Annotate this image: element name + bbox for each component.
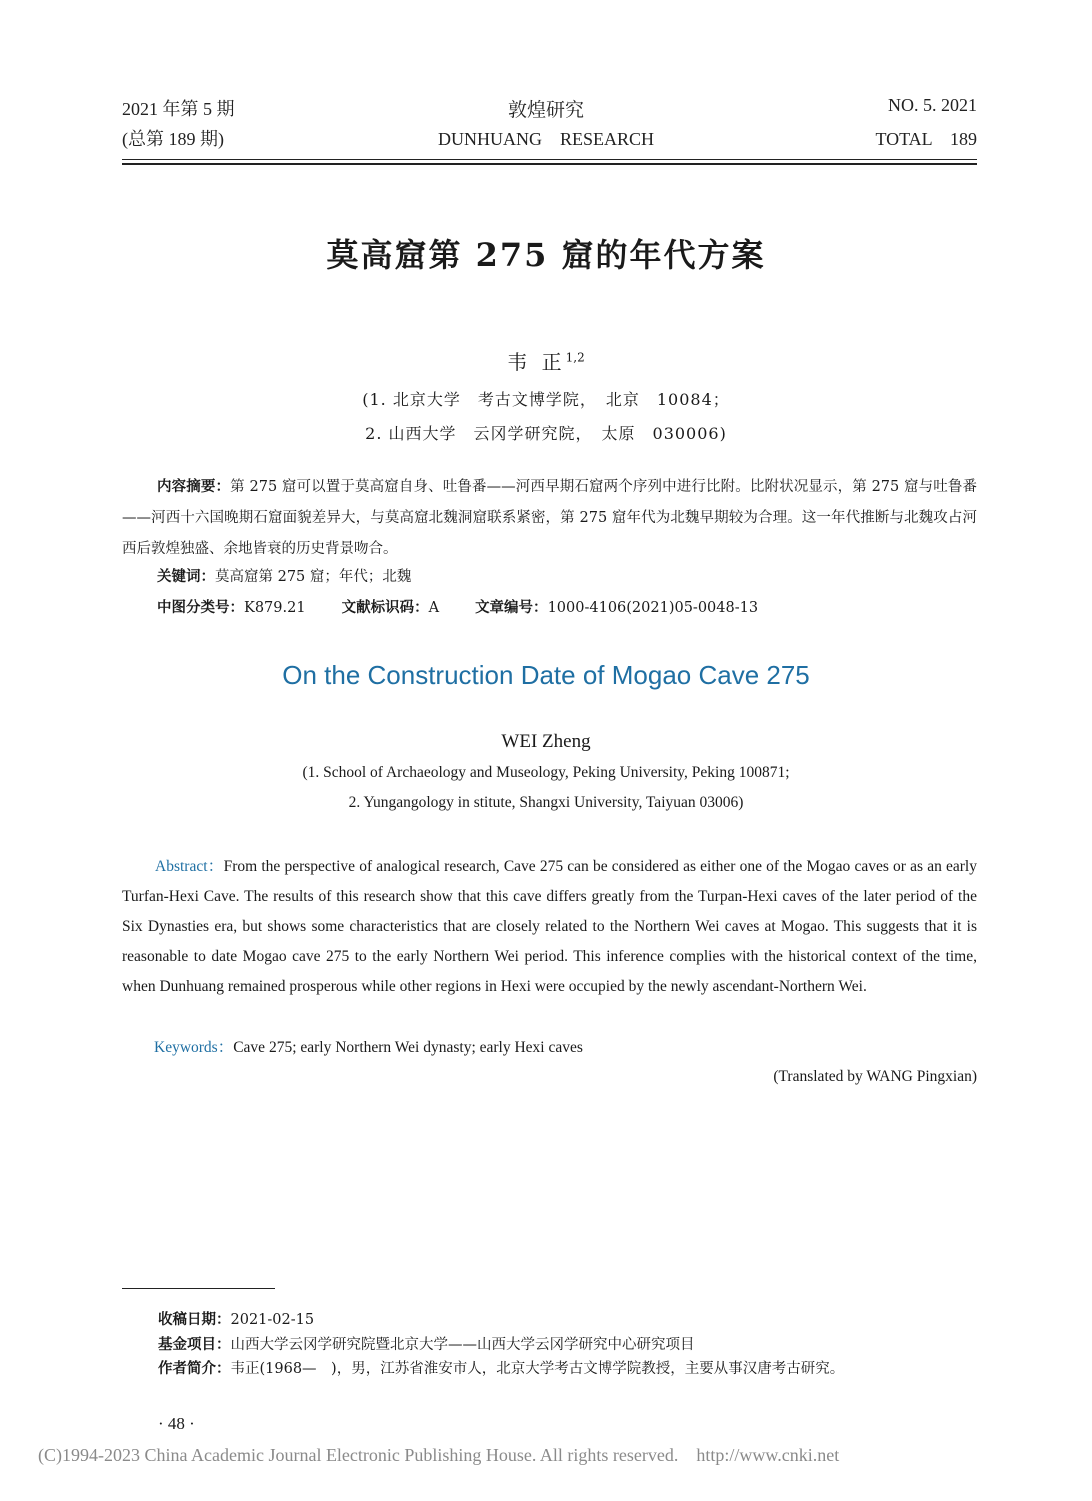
footnote-rule	[122, 1288, 275, 1289]
affiliation-en-2: 2. Yungangology in stitute, Shangxi University, Taiyuan 03006)	[348, 794, 744, 811]
page-number: · 48 ·	[158, 1414, 195, 1433]
footnote-fund	[158, 1333, 695, 1354]
footnote-bio	[158, 1357, 844, 1378]
journal-name-en: DUNHUANG RESEARCH	[437, 129, 654, 149]
issue-number-en: NO. 5. 2021	[888, 95, 977, 115]
article-number-label: 文章编号：	[475, 600, 548, 616]
abstract-cn-label: 内容摘要：	[157, 479, 231, 495]
issue-number: 2021 年第 5 期	[122, 99, 235, 119]
abstract-cn-text: 第 275 窟可以置于莫高窟自身、吐鲁番——河西早期石窟两个序列中进行比附。比附状况显示，第 275 窟与吐鲁番——河西十六国晚期石窟面貌差异大，与莫高窟北魏洞窟联系紧密，第 275 窟年代为北魏早期较为合理。这一年代推断与北魏攻占河西后敦煌独盛、余地皆衰的历史背景吻合。	[122, 479, 977, 557]
author-en: WEI Zheng	[501, 731, 591, 752]
doc-code-value: A	[428, 600, 440, 616]
affiliation-en-1: (1. School of Archaeology and Museology, Peking University, Peking 100871;	[302, 764, 790, 781]
abstract-en-label: Abstract：	[155, 858, 224, 875]
article-title-en: On the Construction Date of Mogao Cave 275	[282, 660, 810, 690]
header-rule-thick	[122, 163, 977, 165]
keywords-en-text: Cave 275; early Northern Wei dynasty; early Hexi caves	[233, 1039, 583, 1056]
issue-total: (总第 189 期)	[122, 129, 224, 149]
abstract-en-text: From the perspective of analogical research, Cave 275 can be considered as either one of the Mogao caves or as an early Turfan-Hexi Cave. The results of this research show that this cave differs greatly from the Turpan-Hexi caves of the later period of the Six Dynasties era, but shows some characteristics that are closely related to the Northern Wei caves at Mogao. This suggests that it is reasonable to date Mogao cave 275 to the early Northern Wei period. This inference complies with the historical context of the time, when Dunhuang remained prosperous while other regions in Hexi were occupied by the newly ascendant-Northern Wei.	[122, 858, 977, 995]
keywords-cn-label: 关键词：	[157, 569, 215, 585]
journal-name-cn: 敦煌研究	[507, 99, 584, 121]
footnote-received	[158, 1308, 314, 1329]
doc-code-label: 文献标识码：	[341, 600, 429, 616]
keywords-cn-text: 莫高窟第 275 窟；年代；北魏	[215, 569, 412, 585]
received-date: 2021-02-15	[230, 1312, 315, 1328]
affiliation-cn-2: 2. 山西大学 云冈学研究院， 太原 030006)	[365, 424, 727, 443]
translator-credit: (Translated by WANG Pingxian)	[773, 1068, 977, 1085]
abstract-cn	[122, 472, 977, 565]
abstract-en	[122, 852, 977, 1002]
header-rule-thin	[122, 159, 977, 160]
fund-label: 基金项目：	[158, 1337, 231, 1353]
article-title-cn: 莫高窟第 275 窟的年代方案	[326, 236, 766, 274]
author-cn	[0, 346, 1092, 375]
bio-text: 韦正(1968— )，男，江苏省淮安市人，北京大学考古文博学院教授，主要从事汉唐考古研究。	[230, 1361, 845, 1377]
author-affiliation-marks: 1,2	[565, 350, 585, 365]
classification-line	[157, 593, 758, 624]
clc-label: 中图分类号：	[157, 600, 244, 616]
keywords-en	[122, 1033, 977, 1063]
keywords-en-label: Keywords：	[154, 1039, 234, 1056]
affiliation-cn-1: (1. 北京大学 考古文博学院， 北京 10084；	[362, 390, 730, 409]
issue-total-en: TOTAL 189	[875, 129, 977, 149]
fund-text: 山西大学云冈学研究院暨北京大学——山西大学云冈学研究中心研究项目	[230, 1337, 695, 1353]
bio-label: 作者简介：	[158, 1361, 231, 1377]
clc-value: K879.21	[244, 600, 306, 616]
received-label: 收稿日期：	[158, 1312, 231, 1328]
copyright-notice: (C)1994-2023 China Academic Journal Electronic Publishing House. All rights reserved. http://www.cnki.net	[38, 1445, 840, 1465]
keywords-cn	[122, 562, 977, 593]
author-name-cn: 韦 正	[507, 350, 566, 374]
article-number-value: 1000-4106(2021)05-0048-13	[547, 600, 759, 616]
